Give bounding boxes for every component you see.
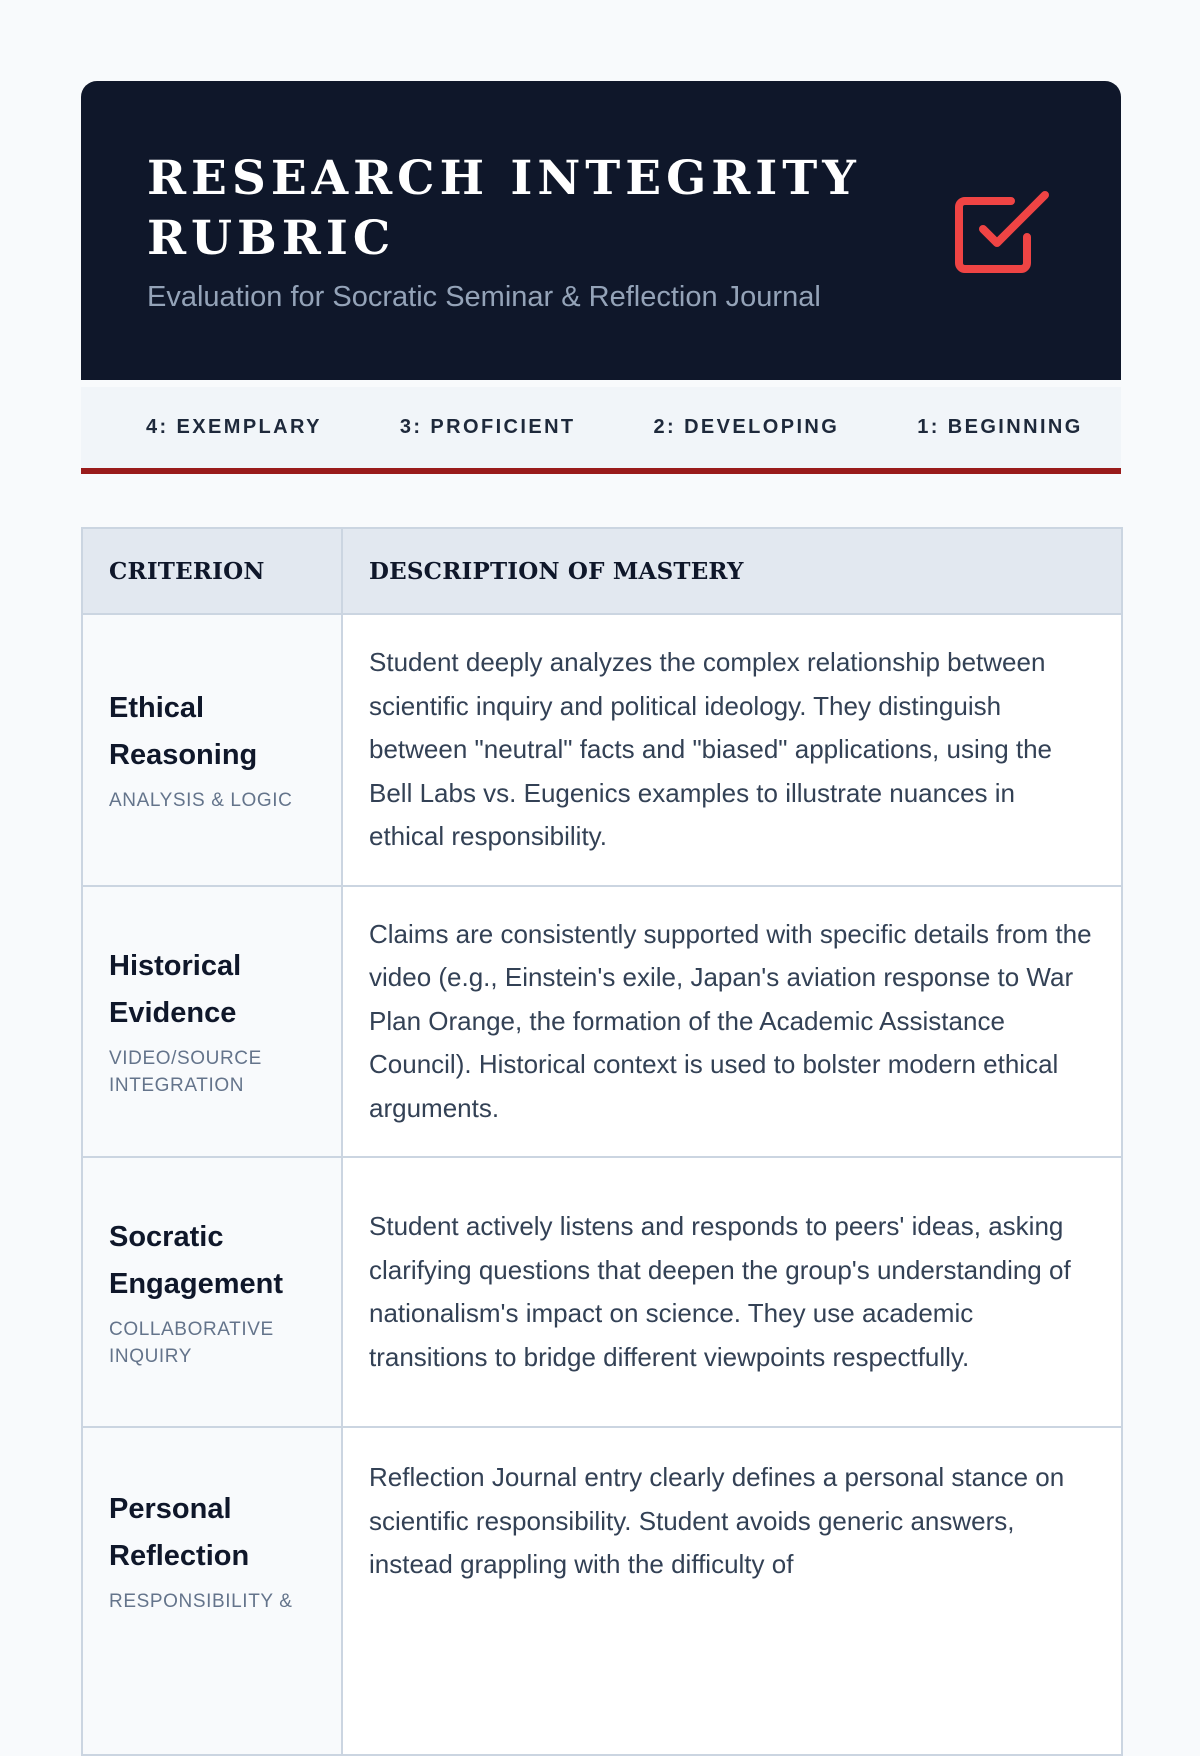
level-developing: 2: DEVELOPING bbox=[653, 416, 840, 438]
table-row bbox=[82, 886, 1122, 1158]
description-cell: Student actively listens and responds to peers' ideas, asking clarifying questions that deepen the group's understanding of nationalism's impact on science. They use academic transitions to bridge different viewpoints respectfully. bbox=[342, 1157, 1122, 1427]
criterion-cell bbox=[82, 886, 342, 1158]
criterion-category: RESPONSIBILITY & bbox=[109, 1591, 293, 1612]
level-beginning: 1: BEGINNING bbox=[917, 416, 1083, 438]
table-row bbox=[82, 614, 1122, 886]
criterion-category: ANALYSIS & LOGIC bbox=[109, 790, 293, 812]
criterion-category: VIDEO/SOURCE INTEGRATION bbox=[109, 1048, 262, 1097]
column-header-criterion: CRITERION bbox=[82, 528, 342, 614]
criterion-cell bbox=[82, 1427, 342, 1755]
page-subtitle: Evaluation for Socratic Seminar & Reflection Journal bbox=[147, 281, 821, 313]
criterion-name: Personal Reflection bbox=[109, 1493, 250, 1572]
criterion-name: Ethical Reasoning bbox=[109, 692, 258, 772]
criterion-cell bbox=[82, 1157, 342, 1427]
page-title: RESEARCH INTEGRITY RUBRIC bbox=[147, 151, 861, 266]
rubric-card bbox=[81, 81, 1121, 474]
level-exemplary: 4: EXEMPLARY bbox=[146, 416, 322, 438]
criterion-name: Socratic Engagement bbox=[109, 1221, 284, 1300]
criterion-category: COLLABORATIVE INQUIRY bbox=[109, 1319, 274, 1367]
checkbox-checked-icon bbox=[953, 185, 1049, 281]
table-header-row bbox=[82, 528, 1122, 614]
criterion-cell bbox=[82, 614, 342, 886]
level-proficient: 3: PROFICIENT bbox=[399, 416, 576, 438]
scoring-levels-bar bbox=[81, 387, 1121, 474]
rubric-table bbox=[81, 527, 1123, 1756]
column-header-description: DESCRIPTION OF MASTERY bbox=[342, 528, 1122, 614]
description-cell: Student deeply analyzes the complex relationship between scientific inquiry and political ideology. They distinguish between "neutral" facts and "biased" applications, using the Bell Labs vs. Eugenics examples to illustrate nuances in ethical responsibility. bbox=[342, 614, 1122, 886]
table-row bbox=[82, 1157, 1122, 1427]
description-cell: Reflection Journal entry clearly defines a personal stance on scientific responsibility. Student avoids generic answers, instead grappling with the difficulty of bbox=[342, 1427, 1122, 1755]
table-row bbox=[82, 1427, 1122, 1755]
description-cell: Claims are consistently supported with specific details from the video (e.g., Einstein's exile, Japan's aviation response to War Plan Orange, the formation of the Academic Assistance Council). Historical context is used to bolster modern ethical arguments. bbox=[342, 886, 1122, 1158]
criterion-name: Historical Evidence bbox=[109, 950, 242, 1030]
rubric-header bbox=[81, 81, 1121, 380]
